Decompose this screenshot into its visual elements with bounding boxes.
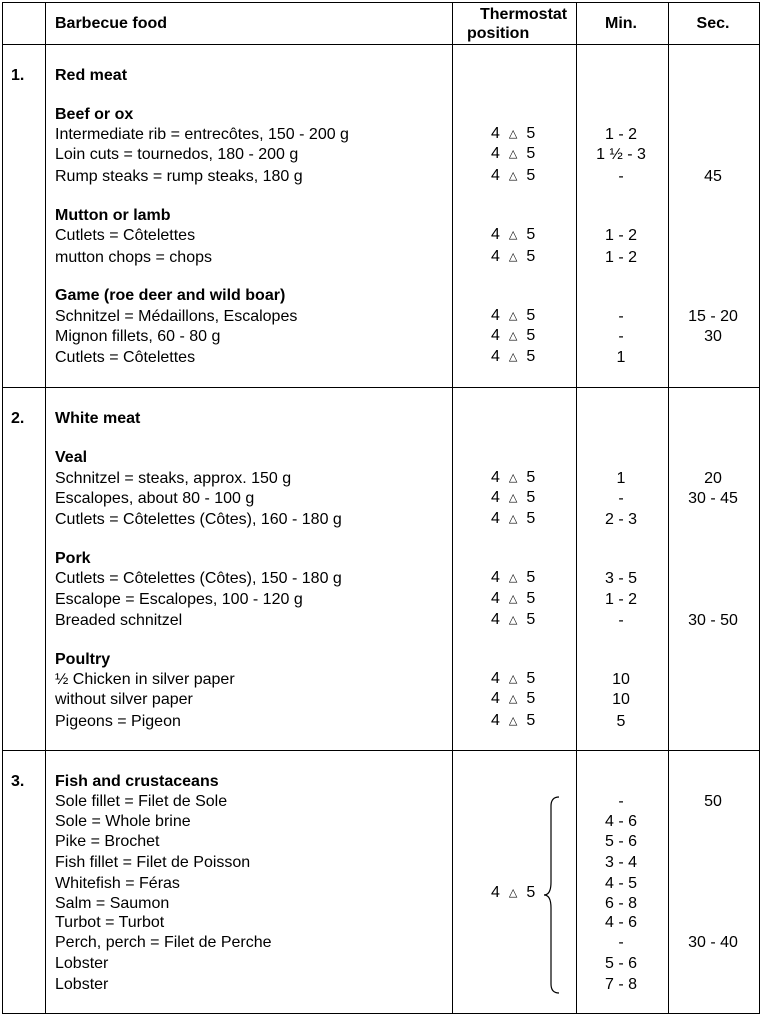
food-item: Loin cuts = tournedos, 180 - 200 g (55, 146, 299, 163)
thermostat-low: 4 (491, 670, 500, 687)
sec-value: 20 (704, 470, 722, 487)
sec-value: 45 (704, 168, 722, 185)
food-item: Whitefish = Féras (55, 875, 180, 892)
food-item: mutton chops = chops (55, 249, 212, 266)
triangle-icon: △ (508, 229, 518, 241)
min-value: - (618, 308, 624, 325)
thermostat-low: 4 (491, 489, 500, 506)
triangle-icon: △ (508, 513, 518, 525)
food-item: Cutlets = Côtelettes (Côtes), 150 - 180 g (55, 570, 342, 587)
min-value: 1 (616, 349, 626, 366)
triangle-icon: △ (508, 148, 518, 160)
min-value: 1 (616, 470, 626, 487)
thermostat-low: 4 (491, 125, 500, 142)
thermostat-high: 5 (526, 884, 536, 901)
thermostat-high: 5 (526, 690, 536, 707)
min-value: 1 - 2 (604, 227, 638, 244)
thermostat-value (491, 510, 535, 528)
section-title: White meat (55, 410, 141, 427)
group-title: Poultry (55, 651, 111, 668)
min-value: 6 - 8 (604, 895, 638, 912)
thermostat-high: 5 (526, 307, 536, 324)
food-item: Pigeons = Pigeon (55, 713, 181, 730)
triangle-icon: △ (508, 693, 518, 705)
food-item: Schnitzel = steaks, approx. 150 g (55, 470, 292, 487)
thermostat-high: 5 (526, 167, 536, 184)
min-value: 2 - 3 (604, 511, 638, 528)
thermostat-high: 5 (526, 510, 536, 527)
thermostat-value (491, 248, 535, 266)
triangle-icon: △ (508, 170, 518, 182)
min-value: 3 - 5 (604, 570, 638, 587)
thermostat-low: 4 (491, 884, 500, 901)
food-item: Lobster (55, 955, 109, 972)
food-item: Cutlets = Côtelettes (Côtes), 160 - 180 g (55, 511, 342, 528)
column-divider (452, 3, 453, 1013)
triangle-icon: △ (508, 614, 518, 626)
thermostat-high: 5 (526, 327, 536, 344)
triangle-icon: △ (508, 472, 518, 484)
min-value: 4 - 6 (604, 914, 638, 931)
sec-value: 30 - 40 (688, 934, 738, 951)
thermostat-value (491, 226, 535, 244)
thermostat-low: 4 (491, 510, 500, 527)
min-value: - (618, 793, 624, 810)
group-title: Beef or ox (55, 106, 134, 123)
thermostat-low: 4 (491, 167, 500, 184)
thermostat-low: 4 (491, 590, 500, 607)
triangle-icon: △ (508, 351, 518, 363)
min-value: - (618, 490, 624, 507)
triangle-icon: △ (508, 887, 518, 899)
thermostat-high: 5 (526, 125, 536, 142)
thermostat-value (491, 167, 535, 185)
food-item: ½ Chicken in silver paper (55, 671, 235, 688)
section-divider (3, 387, 759, 388)
thermostat-low: 4 (491, 145, 500, 162)
min-value: 5 (616, 713, 626, 730)
section-number: 3. (11, 773, 25, 790)
thermostat-high: 5 (526, 611, 536, 628)
min-value: 1 - 2 (604, 249, 638, 266)
food-item: Cutlets = Côtelettes (55, 349, 196, 366)
thermostat-value (491, 145, 535, 163)
header-food: Barbecue food (55, 15, 168, 32)
thermostat-value (491, 327, 535, 345)
thermostat-high: 5 (526, 145, 536, 162)
column-divider (668, 3, 669, 1013)
triangle-icon: △ (508, 593, 518, 605)
min-value: 7 - 8 (604, 976, 638, 993)
triangle-icon: △ (508, 310, 518, 322)
food-item: Salm = Saumon (55, 895, 170, 912)
thermostat-value (491, 712, 535, 730)
thermostat-high: 5 (526, 469, 536, 486)
thermostat-value (491, 884, 535, 902)
triangle-icon: △ (508, 715, 518, 727)
triangle-icon: △ (508, 492, 518, 504)
min-value: - (618, 168, 624, 185)
group-title: Mutton or lamb (55, 207, 171, 224)
thermostat-value (491, 348, 535, 366)
thermostat-low: 4 (491, 348, 500, 365)
thermostat-value (491, 569, 535, 587)
header-sec: Sec. (696, 15, 730, 32)
food-item: Schnitzel = Médaillons, Escalopes (55, 308, 298, 325)
food-item: without silver paper (55, 691, 193, 708)
thermostat-high: 5 (526, 226, 536, 243)
food-item: Rump steaks = rump steaks, 180 g (55, 168, 303, 185)
min-value: 10 (612, 671, 630, 688)
food-item: Turbot = Turbot (55, 914, 165, 931)
min-value: 1 ½ - 3 (596, 146, 646, 163)
thermostat-high: 5 (526, 569, 536, 586)
brace-icon (543, 796, 563, 994)
food-item: Sole = Whole brine (55, 813, 191, 830)
sec-value: 15 - 20 (688, 308, 738, 325)
min-value: 1 - 2 (604, 591, 638, 608)
thermostat-high: 5 (526, 348, 536, 365)
barbecue-table (2, 2, 760, 1014)
thermostat-high: 5 (526, 712, 536, 729)
thermostat-low: 4 (491, 307, 500, 324)
thermostat-high: 5 (526, 670, 536, 687)
triangle-icon: △ (508, 572, 518, 584)
min-value: 5 - 6 (604, 955, 638, 972)
group-title: Game (roe deer and wild boar) (55, 287, 286, 304)
section-number: 2. (11, 410, 25, 427)
triangle-icon: △ (508, 330, 518, 342)
thermostat-value (491, 670, 535, 688)
header-thermostat-line1: Thermostat (480, 6, 568, 23)
min-value: 4 - 5 (604, 875, 638, 892)
food-item: Pike = Brochet (55, 833, 160, 850)
header-thermostat-line2: position (467, 25, 530, 42)
food-item: Mignon fillets, 60 - 80 g (55, 328, 221, 345)
thermostat-value (491, 611, 535, 629)
food-item: Perch, perch = Filet de Perche (55, 934, 272, 951)
min-value: 5 - 6 (604, 833, 638, 850)
header-divider (3, 44, 759, 45)
section-divider (3, 750, 759, 751)
thermostat-low: 4 (491, 248, 500, 265)
food-item: Sole fillet = Filet de Sole (55, 793, 228, 810)
min-value: 1 - 2 (604, 126, 638, 143)
column-divider (45, 3, 46, 1013)
triangle-icon: △ (508, 673, 518, 685)
column-divider (576, 3, 577, 1013)
sec-value: 30 - 50 (688, 612, 738, 629)
sec-value: 30 (704, 328, 722, 345)
thermostat-low: 4 (491, 226, 500, 243)
min-value: - (618, 328, 624, 345)
min-value: 4 - 6 (604, 813, 638, 830)
min-value: 3 - 4 (604, 854, 638, 871)
min-value: - (618, 934, 624, 951)
food-item: Cutlets = Côtelettes (55, 227, 196, 244)
min-value: - (618, 612, 624, 629)
group-title: Pork (55, 550, 91, 567)
thermostat-high: 5 (526, 590, 536, 607)
thermostat-low: 4 (491, 611, 500, 628)
thermostat-high: 5 (526, 489, 536, 506)
min-value: 10 (612, 691, 630, 708)
thermostat-value (491, 307, 535, 325)
thermostat-value (491, 469, 535, 487)
section-title: Fish and crustaceans (55, 773, 219, 790)
section-number: 1. (11, 67, 25, 84)
food-item: Escalopes, about 80 - 100 g (55, 490, 255, 507)
food-item: Breaded schnitzel (55, 612, 183, 629)
thermostat-value (491, 590, 535, 608)
group-title: Veal (55, 449, 88, 466)
food-item: Escalope = Escalopes, 100 - 120 g (55, 591, 303, 608)
triangle-icon: △ (508, 251, 518, 263)
food-item: Fish fillet = Filet de Poisson (55, 854, 251, 871)
food-item: Lobster (55, 976, 109, 993)
section-title: Red meat (55, 67, 128, 84)
thermostat-value (491, 690, 535, 708)
thermostat-value (491, 489, 535, 507)
sec-value: 30 - 45 (688, 490, 738, 507)
thermostat-low: 4 (491, 327, 500, 344)
thermostat-low: 4 (491, 690, 500, 707)
food-item: Intermediate rib = entrecôtes, 150 - 200 g (55, 126, 349, 143)
triangle-icon: △ (508, 128, 518, 140)
thermostat-low: 4 (491, 712, 500, 729)
sec-value: 50 (704, 793, 722, 810)
thermostat-low: 4 (491, 469, 500, 486)
thermostat-low: 4 (491, 569, 500, 586)
header-min: Min. (605, 15, 637, 32)
thermostat-value (491, 125, 535, 143)
thermostat-high: 5 (526, 248, 536, 265)
